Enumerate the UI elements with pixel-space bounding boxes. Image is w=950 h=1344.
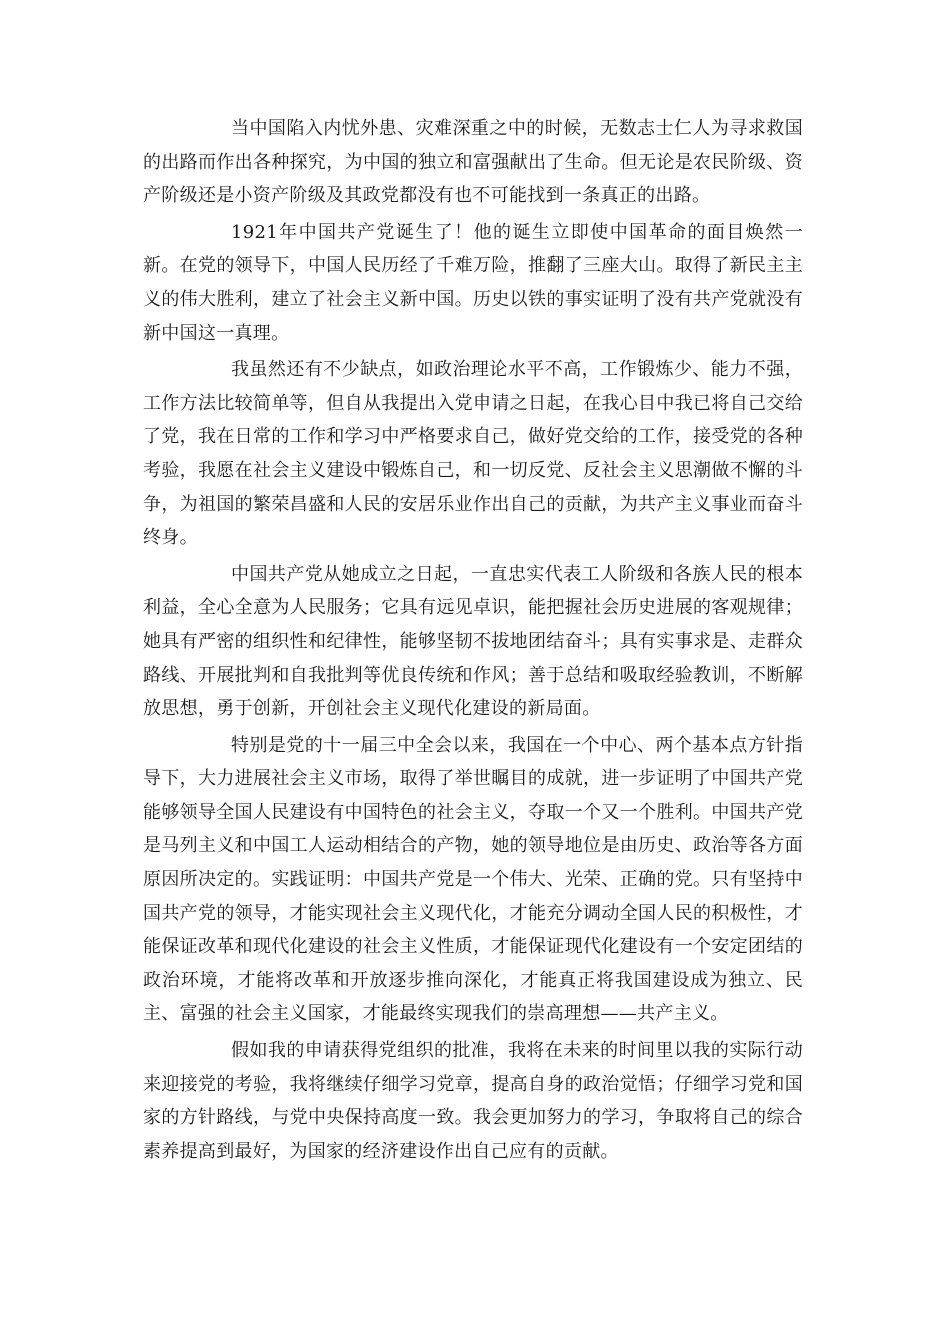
paragraph-5: 特别是党的十一届三中全会以来，我国在一个中心、两个基本点方针指导下，大力进展社会主义市场，取得了举世瞩目的成就，进一步证明了中国共产党能够领导全国人民建设有中国特色的社会主义，夺取一个又一个胜利。中国共产党是马列主义和中国工人运动相结合的产物，她的领导地位是由历史、政治等各方面原因所决定的。实践证明：中国共产党是一个伟大、光荣、正确的党。只有坚持中国共产党的领导，才能实现社会主义现代化，才能充分调动全国人民的积极性，才能保证改革和现代化建设的社会主义性质，才能保证现代化建设有一个安定团结的政治环境，才能将改革和开放逐步推向深化，才能真正将我国建设成为独立、民主、富强的社会主义国家，才能最终实现我们的崇高理想——共产主义。 <box>143 734 803 1025</box>
paragraph-6: 假如我的申请获得党组织的批准，我将在未来的时间里以我的实际行动来迎接党的考验，我将继续仔细学习党章，提高自身的政治觉悟；仔细学习党和国家的方针路线，与党中央保持高度一致。我会更加努力的学习，争取将自己的综合素养提高到最好，为国家的经济建设作出自己应有的贡献。 <box>143 1040 803 1162</box>
paragraph-1: 当中国陷入内忧外患、灾难深重之中的时候，无数志士仁人为寻求救国的出路而作出各种探究，为中国的独立和富强献出了生命。但无论是农民阶级、资产阶级还是小资产阶级及其政党都没有也不可能找到一条真正的出路。 <box>143 118 803 207</box>
paragraph-2: 1921年中国共产党诞生了！他的诞生立即使中国革命的面目焕然一新。在党的领导下，中国人民历经了千难万险，推翻了三座大山。取得了新民主主义的伟大胜利，建立了社会主义新中国。历史以铁的事实证明了没有共产党就没有新中国这一真理。 <box>143 221 803 344</box>
paragraph-3: 我虽然还有不少缺点，如政治理论水平不高，工作锻炼少、能力不强，工作方法比较简单等，但自从我提出入党申请之日起，在我心目中我已将自己交给了党，我在日常的工作和学习中严格要求自己，做好党交给的工作，接受党的各种考验，我愿在社会主义建设中锻炼自己，和一切反党、反社会主义思潮做不懈的斗争，为祖国的繁荣昌盛和人民的安居乐业作出自己的贡献，为共产主义事业而奋斗终身。 <box>143 359 803 549</box>
document-body <box>143 112 803 1171</box>
paragraph-4: 中国共产党从她成立之日起，一直忠实代表工人阶级和各族人民的根本利益，全心全意为人民服务；它具有远见卓识，能把握社会历史进展的客观规律；她具有严密的组织性和纪律性，能够坚韧不拔地团结奋斗；具有实事求是、走群众路线、开展批判和自我批判等优良传统和作风；善于总结和吸取经验教训，不断解放思想，勇于创新，开创社会主义现代化建设的新局面。 <box>143 563 803 720</box>
